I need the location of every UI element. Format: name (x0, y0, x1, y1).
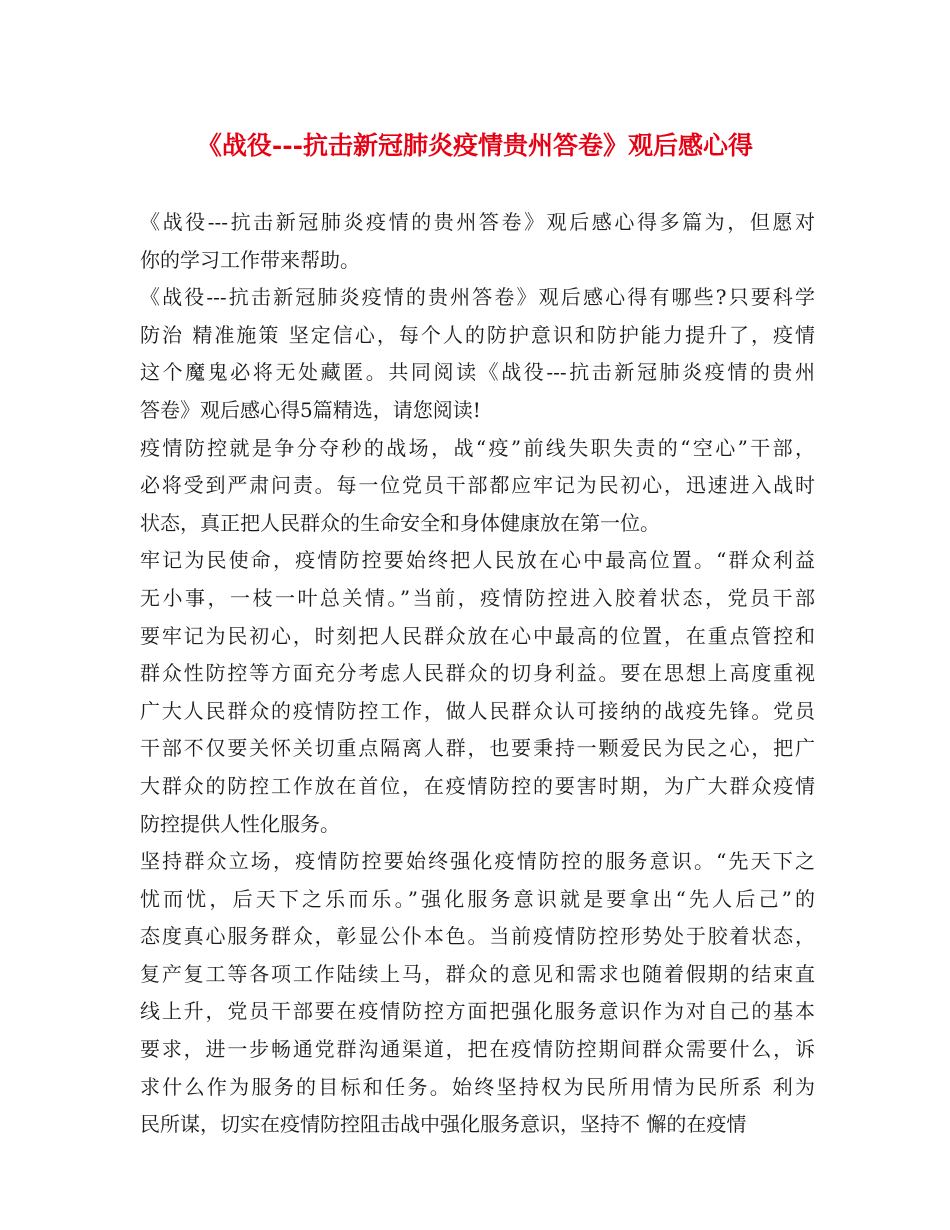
paragraph-line: 必将受到严肃问责。每一位党员干部都应牢记为民初心，迅速进入战时 (140, 473, 815, 498)
paragraph-line: 大群众的防控工作放在首位，在疫情防控的要害时期，为广大群众疫情 (140, 773, 815, 798)
paragraph (140, 843, 815, 1144)
paragraph-line: 民所谋，切实在疫情防控阻击战中强化服务意识，坚持不 懈的在疫情 (140, 1112, 747, 1137)
paragraph-line: 求什么作为服务的目标和任务。始终坚持权为民所用情为民所系 利为 (140, 1074, 815, 1099)
paragraph-line: 无小事，一枝一叶总关情。”当前，疫情防控进入胶着状态，党员干部 (140, 585, 815, 610)
paragraph-line: 防治 精准施策 坚定信心，每个人的防护意识和防护能力提升了，疫情 (140, 322, 815, 347)
paragraph (140, 204, 815, 279)
paragraph-line: 《战役---抗击新冠肺炎疫情的贵州答卷》观后感心得有哪些?只要科学 (140, 285, 815, 310)
paragraph-line: 这个魔鬼必将无处藏匿。共同阅读《战役---抗击新冠肺炎疫情的贵州 (140, 360, 815, 385)
paragraph (140, 279, 815, 429)
paragraph-line: 疫情防控就是争分夺秒的战场，战“疫”前线失职失责的“空心”干部， (140, 435, 815, 460)
paragraph (140, 542, 815, 843)
paragraph-line: 牢记为民使命，疫情防控要始终把人民放在心中最高位置。“群众利益 (140, 548, 815, 573)
paragraph-line: 态度真心服务群众，彰显公仆本色。当前疫情防控形势处于胶着状态， (140, 924, 815, 949)
document-body (140, 204, 815, 1144)
paragraph-line: 线上升，党员干部要在疫情防控方面把强化服务意识作为对自己的基本 (140, 999, 815, 1024)
paragraph-line: 防控提供人性化服务。 (140, 811, 340, 836)
paragraph-line: 忧而忧，后天下之乐而乐。”强化服务意识就是要拿出“先人后己”的 (140, 886, 815, 911)
paragraph-line: 《战役---抗击新冠肺炎疫情的贵州答卷》观后感心得多篇为，但愿对 (140, 210, 815, 234)
document-title: 《战役---抗击新冠肺炎疫情贵州答卷》观后感心得 (196, 131, 754, 160)
paragraph (140, 430, 815, 543)
paragraph-line: 群众性防控等方面充分考虑人民群众的切身利益。要在思想上高度重视 (140, 661, 815, 686)
paragraph-line: 要求，进一步畅通党群沟通渠道，把在疫情防控期间群众需要什么，诉 (140, 1037, 815, 1062)
paragraph-line: 状态，真正把人民群众的生命安全和身体健康放在第一位。 (140, 510, 660, 535)
paragraph-line: 广大人民群众的疫情防控工作，做人民群众认可接纳的战疫先锋。党员 (140, 698, 815, 723)
paragraph-line: 坚持群众立场，疫情防控要始终强化疫情防控的服务意识。“先天下之 (140, 849, 815, 874)
paragraph-line: 复产复工等各项工作陆续上马，群众的意见和需求也随着假期的结束直 (140, 961, 815, 986)
paragraph-line: 你的学习工作带来帮助。 (140, 247, 360, 272)
paragraph-line: 干部不仅要关怀关切重点隔离人群，也要秉持一颗爱民为民之心，把广 (140, 736, 815, 761)
paragraph-line: 要牢记为民初心，时刻把人民群众放在心中最高的位置，在重点管控和 (140, 623, 815, 648)
paragraph-line: 答卷》观后感心得5篇精选，请您阅读! (140, 397, 481, 422)
